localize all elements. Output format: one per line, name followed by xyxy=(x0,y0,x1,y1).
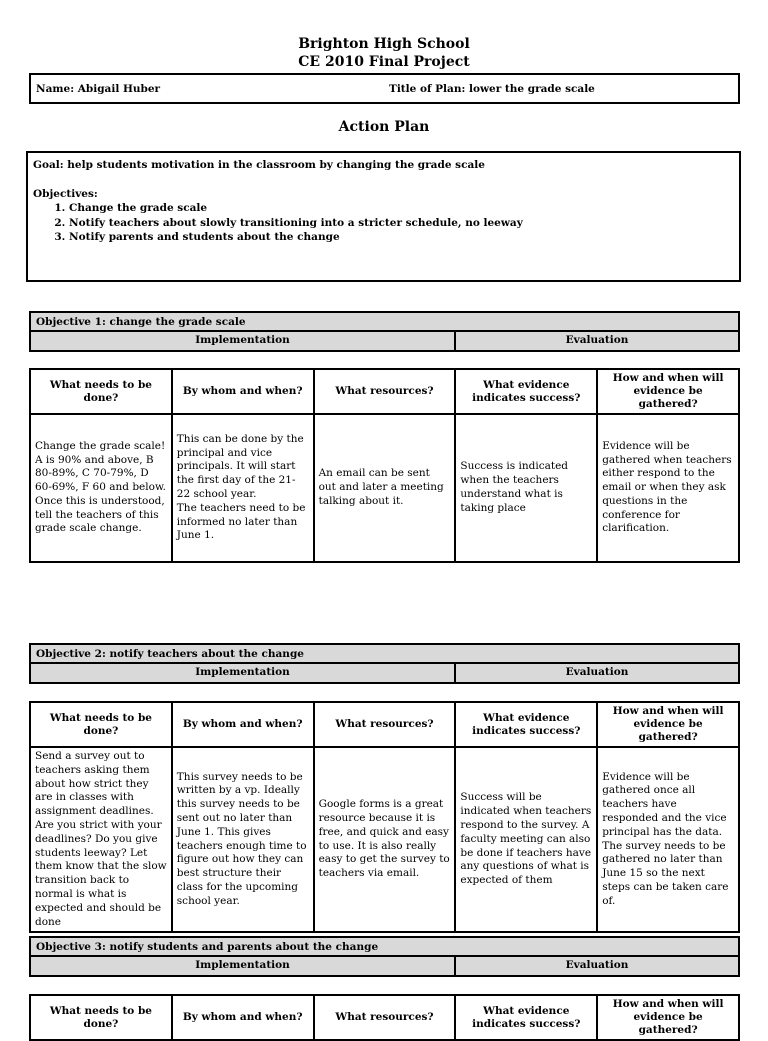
col-header: What needs to be done? xyxy=(30,702,172,747)
table-cell: Send a survey out to teachers asking them about how strict they are in classes with assignment deadlines. Are you strict with your deadlines? Do you give students leeway? Let them know that the slow transition back to normal is what is expected and should be done xyxy=(30,747,172,932)
col-header: What resources? xyxy=(314,702,456,747)
objective-1-header xyxy=(29,311,740,352)
objective-item: 3. Notify parents and students about the change xyxy=(69,230,734,245)
table-cell: Success will be indicated when teachers respond to the survey. A faculty meeting can also be done if teachers have any questions of what is expected of them xyxy=(455,747,597,932)
implementation-label: Implementation xyxy=(31,332,456,350)
objectives-label: Objectives: xyxy=(33,188,98,200)
objective-item: 2. Notify teachers about slowly transitioning into a stricter schedule, no leeway xyxy=(69,216,734,231)
goal-text: Goal: help students motivation in the classroom by changing the grade scale xyxy=(33,159,485,171)
objective-2-header xyxy=(29,643,740,684)
col-header: What resources? xyxy=(314,369,456,414)
col-header: By whom and when? xyxy=(172,995,314,1040)
col-header: By whom and when? xyxy=(172,702,314,747)
col-header: What evidence indicates success? xyxy=(455,369,597,414)
col-header: By whom and when? xyxy=(172,369,314,414)
objective-3-header xyxy=(29,936,740,977)
evaluation-label: Evaluation xyxy=(565,334,629,346)
implementation-label: Implementation xyxy=(31,957,456,975)
table-cell: Change the grade scale! A is 90% and above, B 80-89%, C 70-79%, D 60-69%, F 60 and below. Once this is understood, tell the teachers of this grade scale change. xyxy=(30,414,172,562)
col-header: How and when will evidence be gathered? xyxy=(597,369,739,414)
student-name: Name: Abigail Huber xyxy=(36,83,161,95)
action-plan-heading: Action Plan xyxy=(338,119,430,135)
col-header: What needs to be done? xyxy=(30,995,172,1040)
objective-2-table xyxy=(29,701,740,933)
objective-3-table xyxy=(29,994,740,1041)
objective-3-title: Objective 3: notify students and parents about the change xyxy=(36,941,379,953)
objective-1-title: Objective 1: change the grade scale xyxy=(36,316,246,328)
objective-2-title: Objective 2: notify teachers about the change xyxy=(36,648,304,660)
objectives-list xyxy=(33,201,734,245)
table-cell: Google forms is a great resource because it is free, and quick and easy to use. It is also really easy to get the survey to teachers via email. xyxy=(314,747,456,932)
plan-title: Title of Plan: lower the grade scale xyxy=(389,83,595,95)
school-name: Brighton High School xyxy=(298,36,470,52)
objective-item: 1. Change the grade scale xyxy=(69,201,734,216)
col-header: How and when will evidence be gathered? xyxy=(597,995,739,1040)
table-cell: An email can be sent out and later a meeting talking about it. xyxy=(314,414,456,562)
col-header: What needs to be done? xyxy=(30,369,172,414)
table-cell: Success is indicated when the teachers understand what is taking place xyxy=(455,414,597,562)
project-title: CE 2010 Final Project xyxy=(298,54,470,70)
col-header: What resources? xyxy=(314,995,456,1040)
table-cell: Evidence will be gathered once all teachers have responded and the vice principal has the data. The survey needs to be gathered no later than June 15 so the next steps can be taken care of. xyxy=(597,747,739,932)
col-header: What evidence indicates success? xyxy=(455,995,597,1040)
table-cell: This can be done by the principal and vice principals. It will start the first day of the 21-22 school year. The teachers need to be informed no later than June 1. xyxy=(172,414,314,562)
name-plan-box xyxy=(29,73,740,104)
implementation-label: Implementation xyxy=(31,664,456,682)
table-cell: This survey needs to be written by a vp. Ideally this survey needs to be sent out no later than June 1. This gives teachers enough time to figure out how they can best structure their class for the upcoming school year. xyxy=(172,747,314,932)
goal-box xyxy=(26,151,741,282)
col-header: How and when will evidence be gathered? xyxy=(597,702,739,747)
objective-1-table xyxy=(29,368,740,563)
col-header: What evidence indicates success? xyxy=(455,702,597,747)
table-cell: Evidence will be gathered when teachers either respond to the email or when they ask questions in the conference for clarification. xyxy=(597,414,739,562)
evaluation-label: Evaluation xyxy=(565,959,629,971)
evaluation-label: Evaluation xyxy=(565,666,629,678)
